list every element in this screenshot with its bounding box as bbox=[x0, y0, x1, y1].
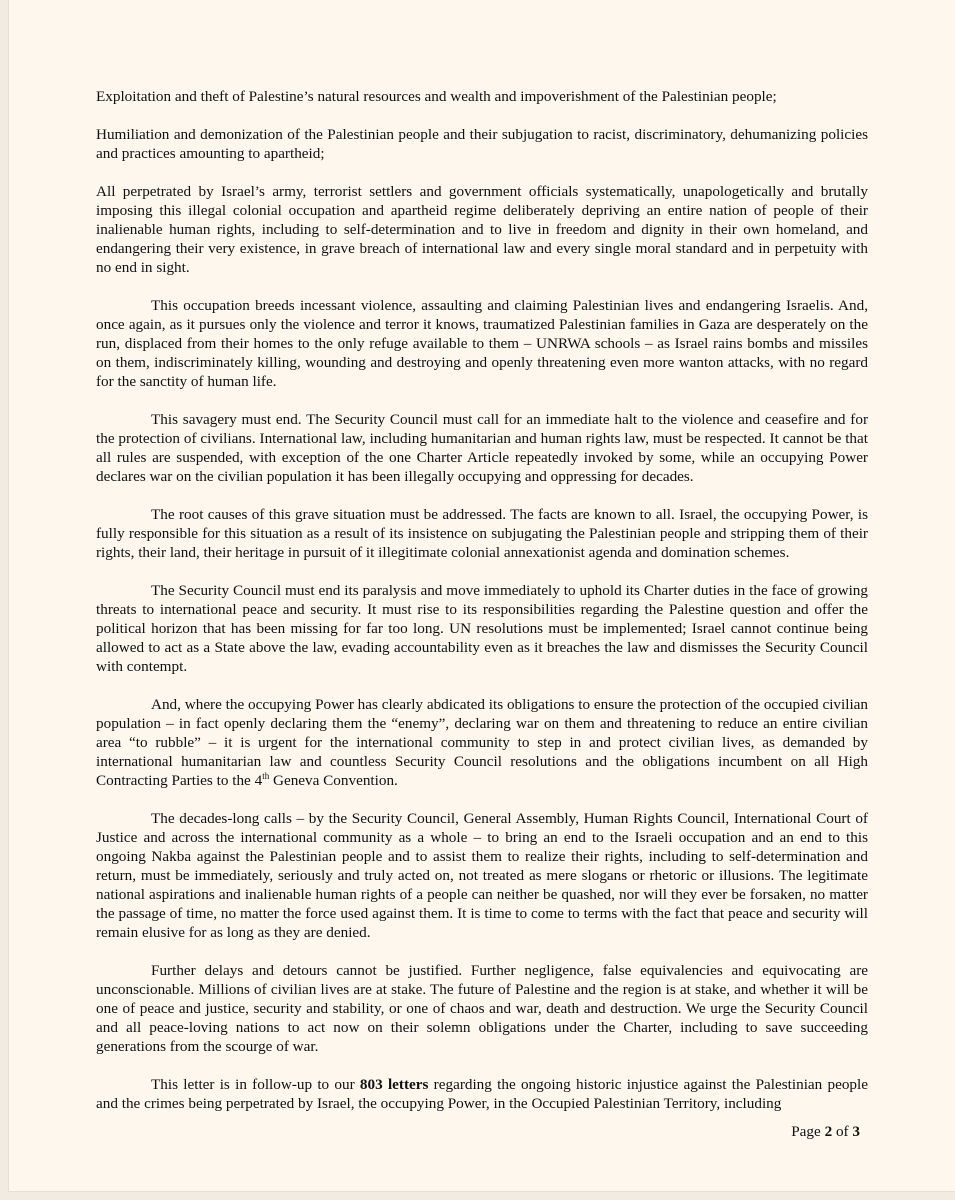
paragraph-text: All perpetrated by Israel’s army, terrorist settlers and government officials systematically, unapologetically and brutally imposing this illegal colonial occupation and apartheid regime deliberately depriving an entire nation of people of their inalienable human rights, including to self-determination and to live in freedom and dignity in their own homeland, and endangering their very existence, in grave breach of international law and every single moral standard and in perpetuity with no end in sight. bbox=[96, 183, 868, 276]
letter-body bbox=[96, 87, 868, 1132]
current-page: 2 bbox=[824, 1123, 833, 1140]
paragraph-text: regarding the ongoing historic injustice against the Palestinian people and the crimes being perpetrated by Israel, the occupying Power, in the Occupied Palestinian Territory, including bbox=[96, 1076, 868, 1112]
ordinal-superscript: th bbox=[262, 770, 270, 781]
paragraph-perpetrated bbox=[96, 182, 868, 277]
paragraph-text: The root causes of this grave situation must be addressed. The facts are known to all. Israel, the occupying Power, is fully responsible for this situation as a result of its insistence on subjugating the Palestinian people and stripping them of their rights, their land, their heritage in pursuit of it illegitimate colonial annexationist agenda and domination schemes. bbox=[96, 506, 868, 561]
paragraph-follow-up bbox=[96, 1075, 868, 1113]
paragraph-occupation-violence bbox=[96, 296, 868, 391]
paragraph-savagery bbox=[96, 410, 868, 486]
paragraph-text: This occupation breeds incessant violence, assaulting and claiming Palestinian lives and endangering Israelis. And, once again, as it pursues only the violence and terror it knows, traumatized Palestinian families in Gaza are desperately on the run, displaced from their homes to the only refuge available to them – UNRWA schools – as Israel rains bombs and missiles on them, indiscriminately killing, wounding and destroying and openly threatening even more wanton attacks, with no regard for the sanctity of human life. bbox=[96, 297, 868, 390]
paragraph-security-council bbox=[96, 581, 868, 676]
paragraph-decades-long-calls bbox=[96, 809, 868, 942]
paragraph-text: Exploitation and theft of Palestine’s natural resources and wealth and impoverishment of the Palestinian people; bbox=[96, 88, 777, 105]
paragraph-text: This letter is in follow-up to our bbox=[151, 1076, 360, 1093]
paragraph-text: Humiliation and demonization of the Palestinian people and their subjugation to racist, discriminatory, dehumanizing policies and practices amounting to apartheid; bbox=[96, 126, 868, 162]
paragraph-text: Further delays and detours cannot be justified. Further negligence, false equivalencies and equivocating are unconscionable. Millions of civilian lives are at stake. The future of Palestine and the region is at stake, and whether it will be one of peace and justice, security and stability, or one of chaos and war, death and destruction. We urge the Security Council and all peace-loving nations to act now on their solemn obligations under the Charter, including to save succeeding generations from the scourge of war. bbox=[96, 962, 868, 1055]
paragraph-humiliation bbox=[96, 125, 868, 163]
page-number bbox=[791, 1123, 860, 1141]
paragraph-text: The Security Council must end its paralysis and move immediately to uphold its Charter duties in the face of growing threats to international peace and security. It must rise to its responsibilities regarding the Palestine question and offer the political horizon that has been missing for far too long. UN resolutions must be implemented; Israel cannot continue being allowed to act as a State above the law, evading accountability even as it breaches the law and dismisses the Security Council with contempt. bbox=[96, 582, 868, 675]
document-page bbox=[8, 0, 955, 1192]
paragraph-root-causes bbox=[96, 505, 868, 562]
paragraph-further-delays bbox=[96, 961, 868, 1056]
paragraph-exploitation bbox=[96, 87, 868, 106]
paragraph-text: Geneva Convention. bbox=[269, 772, 398, 789]
paragraph-text: This savagery must end. The Security Council must call for an immediate halt to the violence and ceasefire and for the protection of civilians. International law, including humanitarian and human rights law, must be respected. It cannot be that all rules are suspended, with exception of the one Charter Article repeatedly invoked by some, while an occupying Power declares war on the civilian population it has been illegally occupying and oppressing for decades. bbox=[96, 411, 868, 485]
page-separator: of bbox=[835, 1123, 849, 1140]
paragraph-protection bbox=[96, 695, 868, 790]
paragraph-text: And, where the occupying Power has clearly abdicated its obligations to ensure the protection of the occupied civilian population – in fact openly declaring them the “enemy”, declaring war on them and threatening to reduce an entire civilian area “to rubble” – it is urgent for the international community to step in and protect civilian lives, as demanded by international humanitarian law and countless Security Council resolutions and the obligations incumbent on all High Contracting Parties to the 4 bbox=[96, 696, 868, 789]
page-label: Page bbox=[791, 1123, 821, 1140]
letters-count-emphasis: 803 letters bbox=[359, 1076, 429, 1093]
paragraph-text: The decades-long calls – by the Security Council, General Assembly, Human Rights Council, International Court of Justice and across the international community as a whole – to bring an end to the Israeli occupation and an end to this ongoing Nakba against the Palestinian people and to assist them to realize their rights, including to self-determination and return, must be immediately, seriously and truly acted on, not treated as mere slogans or rhetoric or illusions. The legitimate national aspirations and inalienable human rights of a people can neither be quashed, nor will they ever be forsaken, no matter the passage of time, no matter the force used against them. It is time to come to terms with the fact that peace and security will remain elusive for as long as they are denied. bbox=[96, 810, 868, 941]
total-pages: 3 bbox=[852, 1123, 860, 1140]
